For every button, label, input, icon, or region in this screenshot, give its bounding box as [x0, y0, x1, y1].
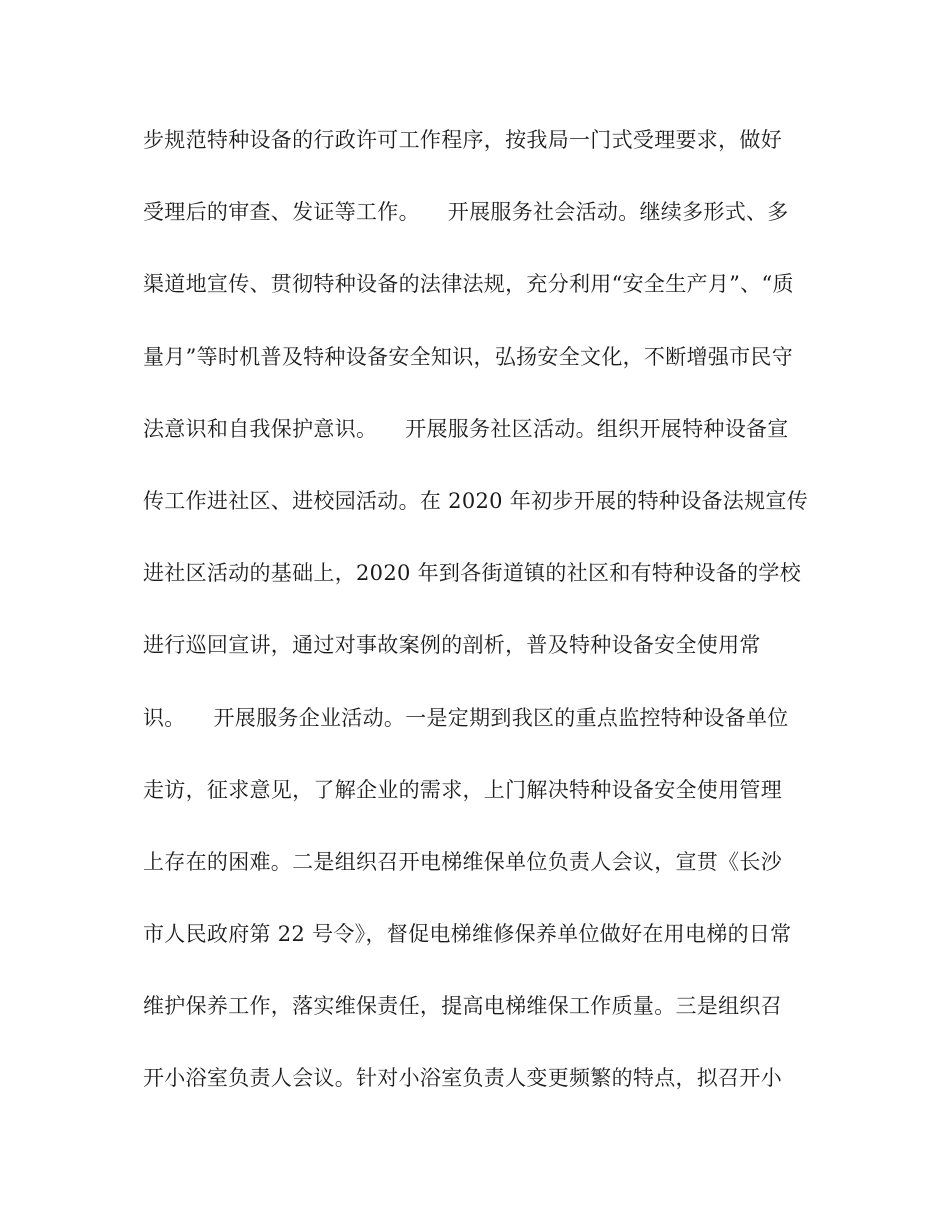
text-line-3: 渠道地宣传、贯彻特种设备的法律法规，充分利用“安全生产月”、“质: [143, 272, 794, 297]
text-line-5: 法意识和自我保护意识。 开展服务社区活动。组织开展特种设备宣: [143, 416, 789, 441]
text-line-10: 走访，征求意见，了解企业的需求，上门解决特种设备安全使用管理: [143, 777, 782, 802]
text-line-6: 传工作进社区、进校园活动。在 2020 年初步开展的特种设备法规宣传: [143, 488, 808, 513]
body-text: [143, 122, 843, 1133]
text-line-2: 受理后的审查、发证等工作。 开展服务社会活动。继续多形式、多: [143, 200, 789, 225]
text-line-12: 市人民政府第 22 号令》，督促电梯维修保养单位做好在用电梯的日常: [143, 922, 792, 947]
text-line-13: 维护保养工作，落实维保责任，提高电梯维保工作质量。三是组织召: [143, 994, 782, 1019]
text-line-14: 开小浴室负责人会议。针对小浴室负责人变更频繁的特点，拟召开小: [143, 1066, 782, 1091]
text-line-8: 进行巡回宣讲，通过对事故案例的剖析，普及特种设备安全使用常: [143, 633, 761, 658]
text-line-7: 进社区活动的基础上，2020 年到各街道镇的社区和有特种设备的学校: [143, 561, 802, 586]
text-line-4: 量月”等时机普及特种设备安全知识，弘扬安全文化，不断增强市民守: [143, 344, 794, 369]
text-line-1: 步规范特种设备的行政许可工作程序，按我局一门式受理要求，做好: [143, 128, 782, 152]
text-line-9: 识。 开展服务企业活动。一是定期到我区的重点监控特种设备单位: [143, 705, 789, 730]
text-line-11: 上存在的困难。二是组织召开电梯维保单位负责人会议，宣贯《长沙: [143, 849, 782, 874]
